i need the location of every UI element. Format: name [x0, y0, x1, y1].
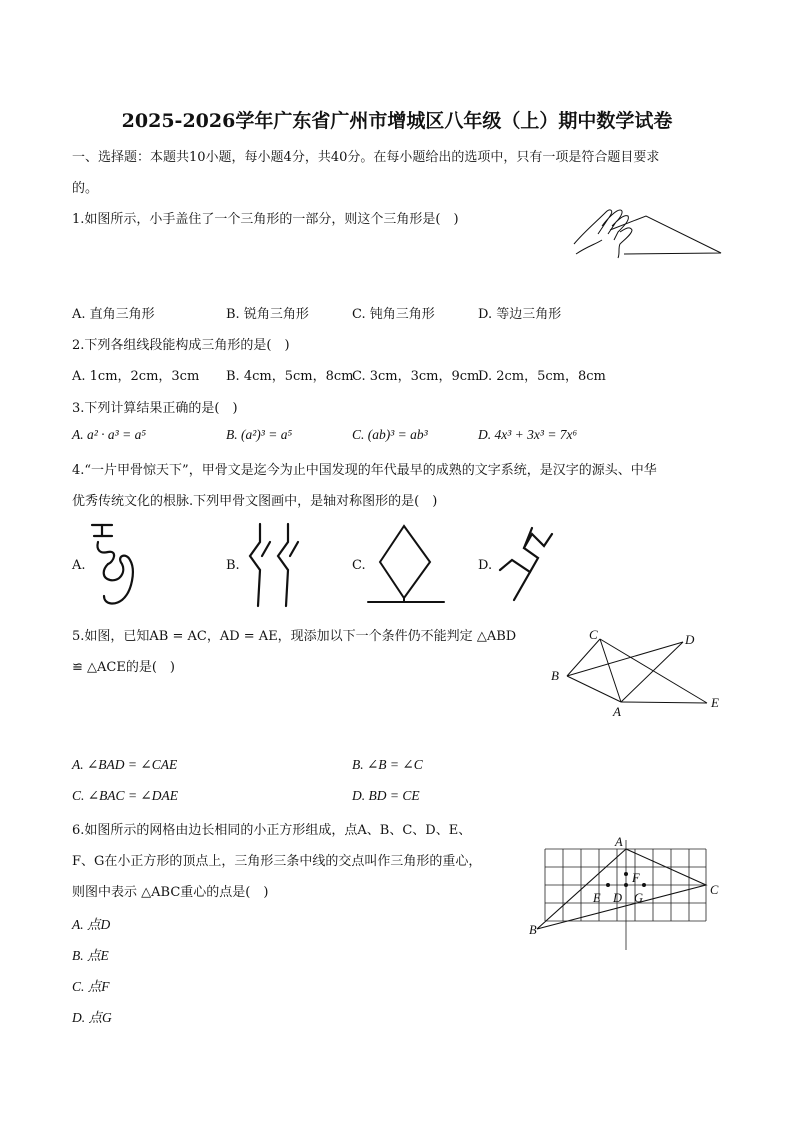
section-heading: 一、选择题：本题共10小题，每小题4分，共40分。在每小题给出的选项中，只有一项是符合题目要求	[72, 150, 660, 165]
q1-figure-hand-triangle	[568, 204, 724, 266]
q6-label-e: E	[593, 891, 601, 905]
q6-label-f: F	[632, 871, 640, 885]
q2-option-b: B. 4cm，5cm，8cm	[226, 369, 354, 384]
q5-option-b: B. ∠B = ∠C	[352, 757, 423, 772]
q6-option-b: B. 点E	[72, 948, 109, 963]
q2-option-d: D. 2cm，5cm，8cm	[478, 369, 606, 384]
q5-option-d: D. BD = CE	[352, 788, 420, 803]
q2-option-a: A. 1cm，2cm，3cm	[72, 369, 200, 384]
q6-label-g: G	[634, 891, 644, 905]
q6-grid-figure	[525, 830, 725, 952]
q4-glyph-b	[240, 520, 306, 612]
q4-glyph-a	[86, 520, 146, 612]
q3-option-a: A. a² · a³ = a⁵	[72, 427, 147, 442]
q6-option-d: D. 点G	[72, 1010, 112, 1025]
q6-stem-line1: 6.如图所示的网格由边长相同的小正方形组成，点A、B、C、D、E、	[72, 823, 472, 838]
q1-option-b: B. 锐角三角形	[226, 307, 309, 322]
q6-label-c: C	[710, 883, 719, 897]
q4-label-b: B.	[226, 558, 240, 573]
q5-option-a: A. ∠BAD = ∠CAE	[72, 757, 178, 772]
q3-stem: 3.下列计算结果正确的是( )	[72, 401, 238, 416]
q4-stem-line2: 优秀传统文化的根脉.下列甲骨文图画中，是轴对称图形的是( )	[72, 494, 438, 509]
q6-option-a: A. 点D	[72, 917, 111, 932]
q5-figure	[545, 622, 725, 722]
q4-label-a: A.	[72, 558, 86, 573]
q4-label-d: D.	[478, 558, 493, 573]
q5-label-b: B	[551, 668, 559, 683]
q1-stem: 1.如图所示，小手盖住了一个三角形的一部分，则这个三角形是( )	[72, 212, 459, 227]
q3-option-d: D. 4x³ + 3x³ = 7x⁶	[478, 427, 578, 442]
q1-option-c: C. 钝角三角形	[352, 307, 435, 322]
q5-stem-line1: 5.如图，已知AB = AC，AD = AE，现添加以下一个条件仍不能判定 △ABD	[72, 629, 517, 644]
q3-option-b: B. (a²)³ = a⁵	[226, 427, 293, 442]
exam-title: 2025-2026学年广东省广州市增城区八年级（上）期中数学试卷	[121, 110, 673, 132]
q5-option-c: C. ∠BAC = ∠DAE	[72, 788, 178, 803]
q5-label-d: D	[685, 632, 695, 647]
q3-option-c: C. (ab)³ = ab³	[352, 427, 428, 442]
q4-glyph-d	[492, 520, 562, 606]
q6-label-b: B	[529, 923, 537, 937]
q6-option-c: C. 点F	[72, 979, 110, 994]
q5-label-c: C	[589, 627, 598, 642]
q4-stem-line1: 4.“一片甲骨惊天下”，甲骨文是迄今为止中国发现的年代最早的成熟的文字系统，是汉字的源头、中华	[72, 463, 657, 478]
q6-stem-line2: F、G在小正方形的顶点上，三角形三条中线的交点叫作三角形的重心，	[72, 854, 482, 869]
q4-label-c: C.	[352, 558, 366, 573]
q2-option-c: C. 3cm，3cm，9cm	[352, 369, 480, 384]
q6-triangle	[537, 849, 706, 929]
q6-stem-line3: 则图中表示 △ABC重心的点是( )	[72, 885, 269, 900]
q6-grid	[545, 840, 706, 950]
q2-stem: 2.下列各组线段能构成三角形的是( )	[72, 338, 290, 353]
section-heading-cont: 的。	[72, 181, 99, 196]
q4-glyph-c	[364, 520, 448, 608]
q5-label-a: A	[613, 704, 621, 719]
q1-option-a: A. 直角三角形	[72, 307, 155, 322]
q1-option-d: D. 等边三角形	[478, 307, 562, 322]
q6-label-d: D	[613, 891, 623, 905]
q6-label-a: A	[615, 835, 623, 849]
q1-hand-drawing	[574, 210, 632, 258]
q5-label-e: E	[711, 695, 719, 710]
q5-stem-line2: ≌ △ACE的是( )	[72, 660, 175, 675]
